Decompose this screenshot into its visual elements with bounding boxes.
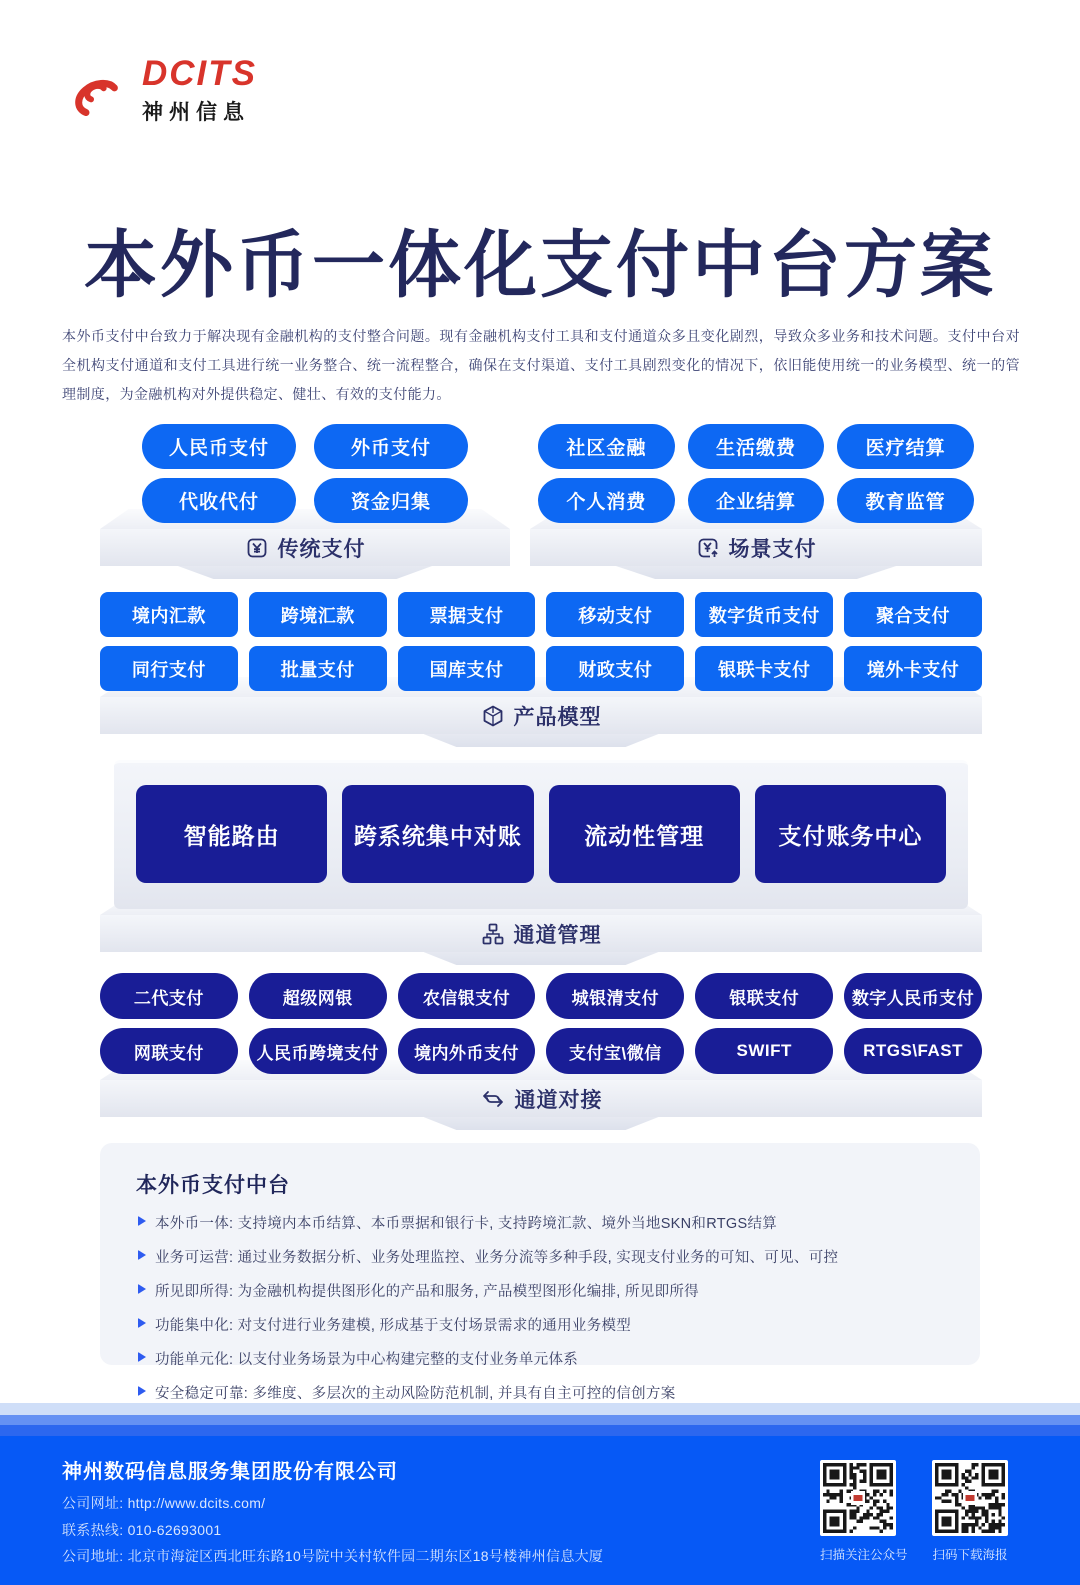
product-box: 批量支付	[249, 646, 387, 691]
channel-connect-grid	[100, 973, 982, 1074]
channel-management-grid	[136, 785, 946, 883]
brand-name-cn: 神州信息	[142, 101, 250, 124]
summary-bullet: 业务可运营: 通过业务数据分析、业务处理监控、业务分流等多种手段, 实现支付业务的可知、可见、可控	[136, 1246, 944, 1267]
payment-pill: 外币支付	[314, 424, 468, 469]
payment-pill: 医疗结算	[837, 424, 974, 469]
payment-pill: 资金归集	[314, 478, 468, 523]
product-model-section	[100, 592, 982, 747]
channel-connect-section	[100, 973, 982, 1130]
yen-box-icon	[245, 536, 269, 560]
product-box: 财政支付	[546, 646, 684, 691]
product-box: 跨境汇款	[249, 592, 387, 637]
product-box: 国库支付	[398, 646, 536, 691]
capability-box: 跨系统集中对账	[342, 785, 533, 883]
product-box: 票据支付	[398, 592, 536, 637]
intro-paragraph: 本外币支付中台致力于解决现有金融机构的支付整合问题。现有金融机构支付工具和支付通道众多且变化剧烈，导致众多业务和技术问题。支付中台对全机构支付通道和支付工具进行统一业务整合、统一流程整合，确保在支付渠道、支付工具剧烈变化的情况下，依旧能使用统一的业务模型、统一的管理制度，为金融机构对外提供稳定、健壮、有效的支付能力。	[62, 328, 1020, 402]
page-title: 本外币一体化支付中台方案	[84, 225, 996, 306]
summary-bullet: 本外币一体: 支持境内本币结算、本币票据和银行卡, 支持跨境汇款、境外当地SKN和RTGS结算	[136, 1212, 944, 1233]
stage-label: 产品模型	[513, 705, 602, 729]
footer-stripe-light	[0, 1403, 1080, 1415]
capability-box: 智能路由	[136, 785, 327, 883]
qrcode-official-account	[820, 1460, 908, 1563]
company-address: 公司地址: 北京市海淀区西北旺东路10号院中关村软件园二期东区18号楼神州信息大厦	[62, 1548, 604, 1564]
stage-bar	[100, 697, 982, 734]
product-box: 境外卡支付	[844, 646, 982, 691]
summary-bullet: 功能单元化: 以支付业务场景为中心构建完整的支付业务单元体系	[136, 1348, 944, 1369]
channel-pill: 银联支付	[695, 973, 833, 1019]
payment-pill: 生活缴费	[688, 424, 825, 469]
summary-bullet: 功能集中化: 对支付进行业务建模, 形成基于支付场景需求的通用业务模型	[136, 1314, 944, 1335]
stage-bar	[530, 529, 982, 566]
summary-title: 本外币支付中台	[136, 1174, 290, 1197]
qrcode-caption: 扫码下载海报	[932, 1548, 1008, 1562]
channel-pill: 城银清支付	[546, 973, 684, 1019]
product-box: 境内汇款	[100, 592, 238, 637]
capability-box: 支付账务中心	[755, 785, 946, 883]
stage-tab	[178, 566, 432, 579]
product-box: 数字货币支付	[695, 592, 833, 637]
stage-label: 通道管理	[513, 923, 602, 947]
stage-tab	[616, 566, 896, 579]
traditional-payment-group	[100, 424, 510, 579]
scene-pill-list	[530, 424, 982, 523]
payment-pill: 人民币支付	[142, 424, 296, 469]
capability-box: 流动性管理	[549, 785, 740, 883]
channel-management-panel	[114, 760, 968, 909]
qrcode-image	[820, 1460, 896, 1536]
channel-pill: 数字人民币支付	[844, 973, 982, 1019]
summary-card	[100, 1143, 980, 1402]
payment-pill: 教育监管	[837, 478, 974, 523]
stage-bar	[100, 529, 510, 566]
channel-pill: 支付宝\微信	[546, 1028, 684, 1074]
summary-bullet: 所见即所得: 为金融机构提供图形化的产品和服务, 产品模型图形化编排, 所见即所得	[136, 1280, 944, 1301]
stage-tab	[424, 952, 659, 965]
footer-stripe-dark	[0, 1425, 1080, 1436]
company-website: 公司网址: http://www.dcits.com/	[62, 1495, 266, 1511]
payment-pill: 社区金融	[538, 424, 675, 469]
channel-pill: 超级网银	[249, 973, 387, 1019]
brand-name: DCITS	[142, 54, 257, 93]
logo-text	[142, 56, 257, 126]
stage-bar	[100, 915, 982, 952]
product-box: 聚合支付	[844, 592, 982, 637]
company-hotline: 联系热线: 010-62693001	[62, 1522, 222, 1538]
stage-label: 场景支付	[728, 537, 817, 561]
summary-bullet-list	[136, 1212, 944, 1403]
qrcode-poster-download	[932, 1460, 1008, 1563]
stage-label: 通道对接	[514, 1088, 603, 1112]
channel-pill: 二代支付	[100, 973, 238, 1019]
qrcode-caption: 扫描关注公众号	[820, 1548, 908, 1562]
cube-icon	[481, 704, 505, 728]
channel-pill: RTGS\FAST	[844, 1028, 982, 1074]
channel-pill: 网联支付	[100, 1028, 238, 1074]
product-grid	[100, 592, 982, 691]
dcits-swirl-icon	[62, 63, 128, 119]
product-box: 银联卡支付	[695, 646, 833, 691]
channel-pill: 境内外币支付	[398, 1028, 536, 1074]
logo	[62, 56, 257, 126]
payment-pill: 代收代付	[142, 478, 296, 523]
payment-groups-section	[100, 424, 982, 579]
payment-pill: 个人消费	[538, 478, 675, 523]
payment-pill: 企业结算	[688, 478, 825, 523]
qrcode-image	[932, 1460, 1008, 1536]
yen-arrow-icon	[696, 536, 720, 560]
org-chart-icon	[481, 922, 505, 946]
stage-bar	[100, 1080, 982, 1117]
stage-tab	[424, 734, 659, 747]
stage-tab	[424, 1117, 659, 1130]
swap-arrows-icon	[480, 1087, 506, 1111]
channel-management-section	[100, 760, 982, 965]
footer	[0, 1403, 1080, 1585]
footer-stripe-medium	[0, 1415, 1080, 1425]
product-box: 移动支付	[546, 592, 684, 637]
scene-payment-group	[530, 424, 982, 579]
summary-bullet: 安全稳定可靠: 多维度、多层次的主动风险防范机制, 并具有自主可控的信创方案	[136, 1382, 944, 1403]
company-name: 神州数码信息服务集团股份有限公司	[62, 1461, 398, 1483]
traditional-pill-list	[100, 424, 510, 523]
channel-pill: 农信银支付	[398, 973, 536, 1019]
product-box: 同行支付	[100, 646, 238, 691]
channel-pill: 人民币跨境支付	[249, 1028, 387, 1074]
channel-pill: SWIFT	[695, 1028, 833, 1074]
stage-label: 传统支付	[277, 537, 366, 561]
